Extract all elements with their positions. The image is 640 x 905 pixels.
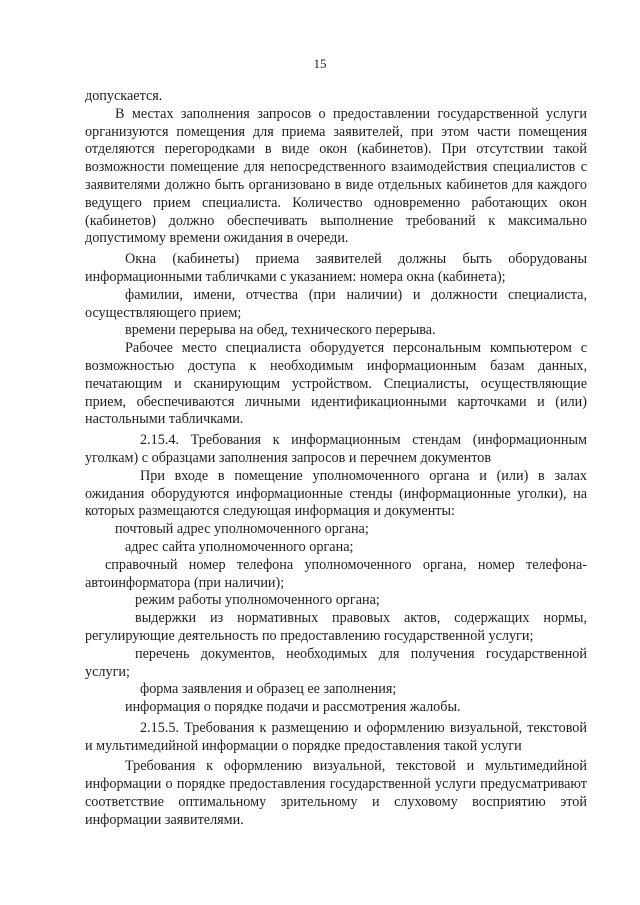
list-item: времени перерыва на обед, технического перерыва. bbox=[125, 322, 436, 339]
paragraph: допускается. bbox=[85, 88, 163, 104]
section-heading: 2.15.5. Требования к размещению и оформлению визуальной, текстовой и мультимедийной информации о порядке предоставления такой услуги bbox=[85, 719, 587, 754]
list-item: режим работы уполномоченного органа; bbox=[135, 592, 380, 609]
list-item: справочный номер телефона уполномоченного органа, номер телефона-автоинформатора (при наличии); bbox=[85, 556, 587, 591]
list-item: адрес сайта уполномоченного органа; bbox=[125, 538, 354, 555]
paragraph: Требования к оформлению визуальной, текстовой и мультимедийной информации о порядке предоставления государственной услуги предусматривают соответствие оптимальному зрительному и слуховому восприятию этой информации заявителями. bbox=[85, 758, 587, 828]
page-number: 15 bbox=[313, 56, 327, 71]
paragraph: Рабочее место специалиста оборудуется персональным компьютером с возможностью доступа к необходимым информационным базам данных, печатающим и сканирующим устройством. Специалисты, осуществляющие прием, обеспечиваются личными идентификационными карточками и (или) настольными табличками. bbox=[85, 340, 587, 428]
list-item: перечень документов, необходимых для получения государственной услуги; bbox=[85, 645, 587, 680]
document-body bbox=[85, 88, 587, 830]
section-heading: 2.15.4. Требования к информационным стендам (информационным уголкам) с образцами заполнения запросов и перечнем документов bbox=[85, 432, 587, 466]
list-item: почтовый адрес уполномоченного органа; bbox=[115, 521, 369, 538]
list-item: форма заявления и образец ее заполнения; bbox=[140, 681, 397, 698]
paragraph: При входе в помещение уполномоченного органа и (или) в залах ожидания оборудуются информационные стенды (информационные уголки), на которых размещаются следующая информация и документы: bbox=[85, 467, 587, 520]
list-item: выдержки из нормативных правовых актов, содержащих нормы, регулирующие деятельность по предоставлению государственной услуги; bbox=[85, 610, 587, 644]
list-item: фамилии, имени, отчества (при наличии) и должности специалиста, осуществляющего прием; bbox=[85, 286, 587, 321]
paragraph: Окна (кабинеты) приема заявителей должны быть оборудованы информационными табличками с указанием: номера окна (кабинета); bbox=[85, 251, 587, 285]
paragraph: В местах заполнения запросов о предоставлении государственной услуги организуются помещения для приема заявителей, при этом части помещения отделяются перегородками в виде окон (кабинетов). При отсутствии такой возможности помещение для непосредственного взаимодействия специалистов с заявителями должно быть организовано в виде отдельных кабинетов для каждого ведущего прием специалиста. Количество одновременно работающих окон (кабинетов) должно обеспечивать выполнение требований к максимально допустимому времени ожидания в очереди. bbox=[85, 105, 587, 247]
list-item: информация о порядке подачи и рассмотрения жалобы. bbox=[125, 699, 461, 716]
